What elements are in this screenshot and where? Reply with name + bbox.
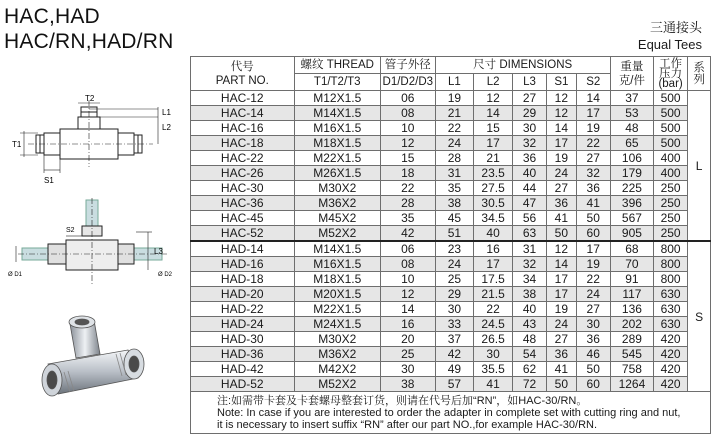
title-line-2: HAC/RN,HAD/RN: [4, 30, 174, 53]
note-line-cn: 注:如需带卡套及卡套螺母整套订货，则请在代号后加“RN”，如HAC-30/RN。: [217, 395, 588, 407]
cell-pressure: 400: [654, 151, 688, 166]
header-part-no: [191, 57, 295, 91]
header-s2: S2: [576, 74, 610, 91]
cell-l2: 16: [474, 241, 513, 257]
cell-l2: 34.5: [474, 211, 513, 226]
cell-tube-od: 35: [380, 211, 435, 226]
header-weight: [610, 57, 653, 91]
cell-tube-od: 10: [380, 121, 435, 136]
cell-l2: 17: [474, 257, 513, 272]
cell-l3: 43: [512, 317, 546, 332]
cell-pressure: 250: [654, 181, 688, 196]
cell-l1: 57: [435, 377, 474, 392]
cell-l3: 40: [512, 166, 546, 181]
title-line-1: HAC,HAD: [4, 5, 100, 28]
cell-tube-od: 16: [380, 317, 435, 332]
cell-part-no: HAC-30: [191, 181, 295, 196]
header-part-cn: 代号: [230, 60, 254, 73]
cell-s1: 24: [547, 317, 577, 332]
label-l1: L1: [162, 108, 171, 117]
cell-pressure: 500: [654, 121, 688, 136]
header-pressure: [654, 57, 688, 91]
cell-weight: 905: [610, 226, 653, 242]
cell-s2: 50: [576, 362, 610, 377]
cell-pressure: 630: [654, 302, 688, 317]
cell-s1: 17: [547, 136, 577, 151]
cell-l2: 15: [474, 121, 513, 136]
cell-part-no: HAC-22: [191, 151, 295, 166]
cell-s2: 60: [576, 226, 610, 242]
cell-pressure: 420: [654, 347, 688, 362]
cell-l2: 24.5: [474, 317, 513, 332]
cell-thread: M52X2: [294, 377, 380, 392]
table-row: [191, 166, 711, 181]
cell-s2: 17: [576, 106, 610, 121]
cell-part-no: HAD-36: [191, 347, 295, 362]
cell-l2: 40: [474, 226, 513, 242]
cell-s1: 41: [547, 362, 577, 377]
cell-pressure: 630: [654, 287, 688, 302]
cell-weight: 1264: [610, 377, 653, 392]
cell-l2: 21: [474, 151, 513, 166]
cell-l3: 56: [512, 211, 546, 226]
label-s2: S2: [66, 227, 75, 234]
table-row: [191, 151, 711, 166]
cell-l2: 22: [474, 302, 513, 317]
cell-s2: 36: [576, 332, 610, 347]
label-t2: T2: [85, 95, 95, 103]
cell-l1: 30: [435, 302, 474, 317]
cell-s1: 14: [547, 121, 577, 136]
cell-thread: M14X1.5: [294, 241, 380, 257]
cell-part-no: HAC-16: [191, 121, 295, 136]
cell-l2: 26.5: [474, 332, 513, 347]
cell-l3: 72: [512, 377, 546, 392]
cell-part-no: HAD-16: [191, 257, 295, 272]
cell-tube-od: 38: [380, 377, 435, 392]
cell-s2: 50: [576, 211, 610, 226]
cell-part-no: HAD-24: [191, 317, 295, 332]
header-l1: L1: [435, 74, 474, 91]
cell-l1: 24: [435, 136, 474, 151]
cell-part-no: HAD-14: [191, 241, 295, 257]
cell-pressure: 500: [654, 106, 688, 121]
cell-part-no: HAD-30: [191, 332, 295, 347]
header-tube: 管子外径: [380, 57, 435, 74]
cell-pressure: 800: [654, 241, 688, 257]
table-row: [191, 287, 711, 302]
dimension-table-container: [190, 56, 711, 430]
cell-tube-od: 14: [380, 302, 435, 317]
cell-l1: 45: [435, 211, 474, 226]
cell-l2: 30: [474, 347, 513, 362]
table-row: [191, 362, 711, 377]
cell-l1: 21: [435, 106, 474, 121]
label-l2: L2: [162, 123, 171, 132]
label-t1: T1: [12, 140, 22, 149]
tee-outline-drawing: [8, 95, 188, 190]
cell-weight: 225: [610, 181, 653, 196]
cell-s1: 50: [547, 377, 577, 392]
cell-l1: 24: [435, 257, 474, 272]
table-row: [191, 91, 711, 106]
cell-s1: 14: [547, 257, 577, 272]
cell-tube-od: 28: [380, 196, 435, 211]
table-note: [191, 392, 711, 434]
cell-part-no: HAC-45: [191, 211, 295, 226]
cell-s2: 22: [576, 272, 610, 287]
cell-l3: 27: [512, 91, 546, 106]
cell-weight: 396: [610, 196, 653, 211]
title-english: Equal Tees: [637, 37, 702, 52]
cell-s1: 36: [547, 196, 577, 211]
cell-l1: 37: [435, 332, 474, 347]
cell-s1: 12: [547, 106, 577, 121]
cell-l2: 14: [474, 106, 513, 121]
cell-part-no: HAD-20: [191, 287, 295, 302]
cell-s1: 41: [547, 211, 577, 226]
table-row: [191, 257, 711, 272]
table-row: [191, 136, 711, 151]
cell-weight: 117: [610, 287, 653, 302]
cell-tube-od: 15: [380, 151, 435, 166]
dimension-table: [190, 56, 711, 434]
cell-pressure: 500: [654, 136, 688, 151]
cell-part-no: HAC-26: [191, 166, 295, 181]
tee-fitting-render: [8, 312, 188, 412]
cell-pressure: 250: [654, 226, 688, 242]
cell-s1: 19: [547, 151, 577, 166]
cell-l3: 62: [512, 362, 546, 377]
cell-thread: M36X2: [294, 347, 380, 362]
cell-pressure: 800: [654, 272, 688, 287]
cell-l2: 12: [474, 91, 513, 106]
cell-part-no: HAD-22: [191, 302, 295, 317]
header-pressure-mid: 压力: [659, 67, 683, 80]
cell-s1: 50: [547, 226, 577, 242]
cell-thread: M30X2: [294, 332, 380, 347]
table-row: [191, 121, 711, 136]
cell-l1: 51: [435, 226, 474, 242]
cell-part-no: HAC-52: [191, 226, 295, 242]
cell-l2: 17: [474, 136, 513, 151]
cell-part-no: HAC-12: [191, 91, 295, 106]
cell-l3: 32: [512, 257, 546, 272]
cell-s2: 17: [576, 241, 610, 257]
table-row: [191, 241, 711, 257]
cell-l2: 23.5: [474, 166, 513, 181]
tee-assembly-drawing: [8, 196, 188, 296]
cell-l1: 25: [435, 272, 474, 287]
header-part-en: PART NO.: [215, 74, 269, 87]
table-row: [191, 272, 711, 287]
cell-tube-od: 08: [380, 257, 435, 272]
cell-l1: 22: [435, 121, 474, 136]
cell-tube-od: 06: [380, 91, 435, 106]
cell-l2: 21.5: [474, 287, 513, 302]
cell-part-no: HAC-14: [191, 106, 295, 121]
cell-thread: M36X2: [294, 196, 380, 211]
cell-l3: 34: [512, 272, 546, 287]
table-row: [191, 347, 711, 362]
label-s1: S1: [44, 176, 54, 185]
cell-l3: 54: [512, 347, 546, 362]
header-pressure-bottom: (bar): [658, 77, 683, 90]
cell-thread: M22X1.5: [294, 151, 380, 166]
cell-series: L: [688, 91, 711, 242]
cell-part-no: HAC-36: [191, 196, 295, 211]
cell-pressure: 250: [654, 211, 688, 226]
header-thread: 螺纹 THREAD: [294, 57, 380, 74]
cell-weight: 202: [610, 317, 653, 332]
cell-weight: 545: [610, 347, 653, 362]
cell-part-no: HAD-42: [191, 362, 295, 377]
cell-l3: 44: [512, 181, 546, 196]
cell-l3: 32: [512, 136, 546, 151]
cell-s2: 41: [576, 196, 610, 211]
table-row: [191, 181, 711, 196]
cell-thread: M16X1.5: [294, 121, 380, 136]
cell-l3: 29: [512, 106, 546, 121]
cell-pressure: 500: [654, 91, 688, 106]
cell-weight: 68: [610, 241, 653, 257]
cell-pressure: 420: [654, 332, 688, 347]
cell-s2: 24: [576, 287, 610, 302]
cell-pressure: 400: [654, 166, 688, 181]
cell-l1: 28: [435, 151, 474, 166]
cell-l1: 42: [435, 347, 474, 362]
cell-thread: M24X1.5: [294, 317, 380, 332]
cell-s2: 27: [576, 151, 610, 166]
cell-l1: 33: [435, 317, 474, 332]
cell-l3: 30: [512, 121, 546, 136]
cell-weight: 53: [610, 106, 653, 121]
cell-tube-od: 22: [380, 181, 435, 196]
cell-s2: 14: [576, 91, 610, 106]
cell-thread: M20X1.5: [294, 287, 380, 302]
cell-pressure: 420: [654, 362, 688, 377]
cell-s1: 27: [547, 181, 577, 196]
cell-l1: 19: [435, 91, 474, 106]
table-row: [191, 377, 711, 392]
header-tube-sub: D1/D2/D3: [380, 74, 435, 91]
cell-thread: M42X2: [294, 362, 380, 377]
header-weight-bottom: 克/件: [618, 74, 646, 87]
cell-thread: M45X2: [294, 211, 380, 226]
cell-thread: M18X1.5: [294, 272, 380, 287]
header-thread-sub: T1/T2/T3: [294, 74, 380, 91]
cell-l3: 48: [512, 332, 546, 347]
cell-weight: 289: [610, 332, 653, 347]
cell-pressure: 800: [654, 257, 688, 272]
cell-thread: M26X1.5: [294, 166, 380, 181]
header-dimensions: 尺寸 DIMENSIONS: [435, 57, 610, 74]
table-row: [191, 302, 711, 317]
cell-tube-od: 08: [380, 106, 435, 121]
table-row: [191, 211, 711, 226]
cell-pressure: 250: [654, 196, 688, 211]
cell-thread: M16X1.5: [294, 257, 380, 272]
header-s1: S1: [547, 74, 577, 91]
cell-thread: M18X1.5: [294, 136, 380, 151]
cell-s2: 27: [576, 302, 610, 317]
cell-s2: 46: [576, 347, 610, 362]
cell-tube-od: 12: [380, 136, 435, 151]
cell-l2: 17.5: [474, 272, 513, 287]
label-d1: Ø D1: [8, 272, 23, 278]
cell-l1: 35: [435, 181, 474, 196]
cell-thread: M14X1.5: [294, 106, 380, 121]
cell-l1: 38: [435, 196, 474, 211]
cell-tube-od: 10: [380, 272, 435, 287]
cell-s1: 27: [547, 332, 577, 347]
cell-weight: 179: [610, 166, 653, 181]
cell-s1: 24: [547, 166, 577, 181]
cell-part-no: HAD-52: [191, 377, 295, 392]
cell-s1: 19: [547, 302, 577, 317]
cell-thread: M52X2: [294, 226, 380, 242]
cell-l3: 47: [512, 196, 546, 211]
table-row: [191, 196, 711, 211]
cell-s1: 12: [547, 241, 577, 257]
cell-s1: 12: [547, 91, 577, 106]
cell-series: S: [688, 241, 711, 392]
cell-thread: M30X2: [294, 181, 380, 196]
cell-weight: 758: [610, 362, 653, 377]
cell-l1: 29: [435, 287, 474, 302]
header-series: 系列: [688, 57, 711, 91]
note-line-en-1: Note: In case if you are interested to order the adapter in complete set with cutting ring and nut,: [217, 407, 681, 419]
header-l2: L2: [474, 74, 513, 91]
cell-weight: 91: [610, 272, 653, 287]
cell-weight: 567: [610, 211, 653, 226]
note-line-en-2: it is necessary to insert suffix “RN” after our part NO.,for example HAC-30/RN.: [217, 419, 598, 431]
cell-weight: 48: [610, 121, 653, 136]
cell-l1: 31: [435, 166, 474, 181]
cell-tube-od: 12: [380, 287, 435, 302]
cell-s2: 32: [576, 166, 610, 181]
cell-tube-od: 25: [380, 347, 435, 362]
cell-l2: 27.5: [474, 181, 513, 196]
table-row: [191, 106, 711, 121]
cell-s2: 19: [576, 121, 610, 136]
cell-l3: 31: [512, 241, 546, 257]
table-row: [191, 226, 711, 242]
cell-tube-od: 06: [380, 241, 435, 257]
cell-s2: 22: [576, 136, 610, 151]
label-l3: L3: [154, 247, 163, 256]
cell-weight: 65: [610, 136, 653, 151]
label-d2: Ø D2: [158, 272, 173, 278]
table-row: [191, 332, 711, 347]
header-weight-top: 重量: [620, 60, 644, 73]
cell-s2: 19: [576, 257, 610, 272]
cell-l2: 41: [474, 377, 513, 392]
cell-l3: 36: [512, 151, 546, 166]
title-chinese: 三通接头: [649, 20, 702, 35]
cell-thread: M12X1.5: [294, 91, 380, 106]
cell-weight: 136: [610, 302, 653, 317]
header-pressure-top: 工作: [659, 57, 683, 70]
cell-tube-od: 30: [380, 362, 435, 377]
cell-weight: 70: [610, 257, 653, 272]
cell-part-no: HAD-18: [191, 272, 295, 287]
cell-pressure: 630: [654, 317, 688, 332]
cell-s1: 17: [547, 287, 577, 302]
header-l3: L3: [512, 74, 546, 91]
cell-l3: 40: [512, 302, 546, 317]
cell-weight: 106: [610, 151, 653, 166]
cell-l3: 63: [512, 226, 546, 242]
cell-l1: 49: [435, 362, 474, 377]
cell-tube-od: 42: [380, 226, 435, 242]
cell-part-no: HAC-18: [191, 136, 295, 151]
cell-pressure: 420: [654, 377, 688, 392]
cell-l2: 30.5: [474, 196, 513, 211]
cell-thread: M22X1.5: [294, 302, 380, 317]
cell-s1: 17: [547, 272, 577, 287]
cell-tube-od: 18: [380, 166, 435, 181]
cell-s2: 36: [576, 181, 610, 196]
cell-l2: 35.5: [474, 362, 513, 377]
cell-s2: 30: [576, 317, 610, 332]
cell-weight: 37: [610, 91, 653, 106]
cell-l3: 38: [512, 287, 546, 302]
cell-s2: 60: [576, 377, 610, 392]
cell-tube-od: 20: [380, 332, 435, 347]
cell-l1: 23: [435, 241, 474, 257]
cell-s1: 36: [547, 347, 577, 362]
table-row: [191, 317, 711, 332]
